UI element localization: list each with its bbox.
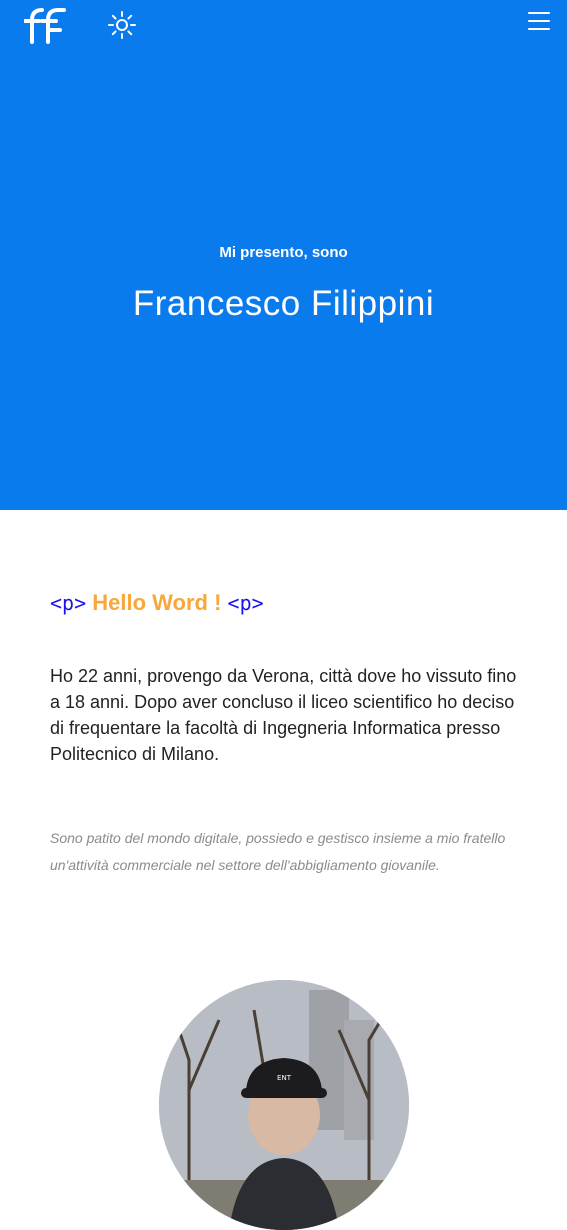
hello-heading xyxy=(50,590,264,616)
hero-name: Francesco Filippini xyxy=(132,284,435,323)
bio-paragraph: Ho 22 anni, provengo da Verona, città dove ho vissuto fino a 18 anni. Dopo aver concluso il liceo scientifico ho deciso di frequentare la facoltà di Ingegneria Informatica presso Politecnico di Milano. xyxy=(50,666,517,764)
tag-close: <p> xyxy=(227,591,264,615)
hero-section xyxy=(0,0,567,510)
sun-icon[interactable] xyxy=(107,10,137,40)
profile-photo-illustration xyxy=(159,980,409,1230)
hero-intro: Mi presento, sono xyxy=(219,244,348,261)
profile-photo xyxy=(159,980,409,1230)
hello-text: Hello Word ! xyxy=(92,590,222,615)
tag-open: <p> xyxy=(50,591,87,615)
subtext-paragraph: Sono patito del mondo digitale, possiedo e gestisco insieme a mio fratello un'attività commerciale nel settore dell'abbigliamento giovanile. xyxy=(50,830,506,873)
ff-logo-icon[interactable] xyxy=(24,6,66,44)
svg-text:ENT: ENT xyxy=(277,1074,291,1082)
hamburger-menu-icon[interactable] xyxy=(527,12,551,34)
